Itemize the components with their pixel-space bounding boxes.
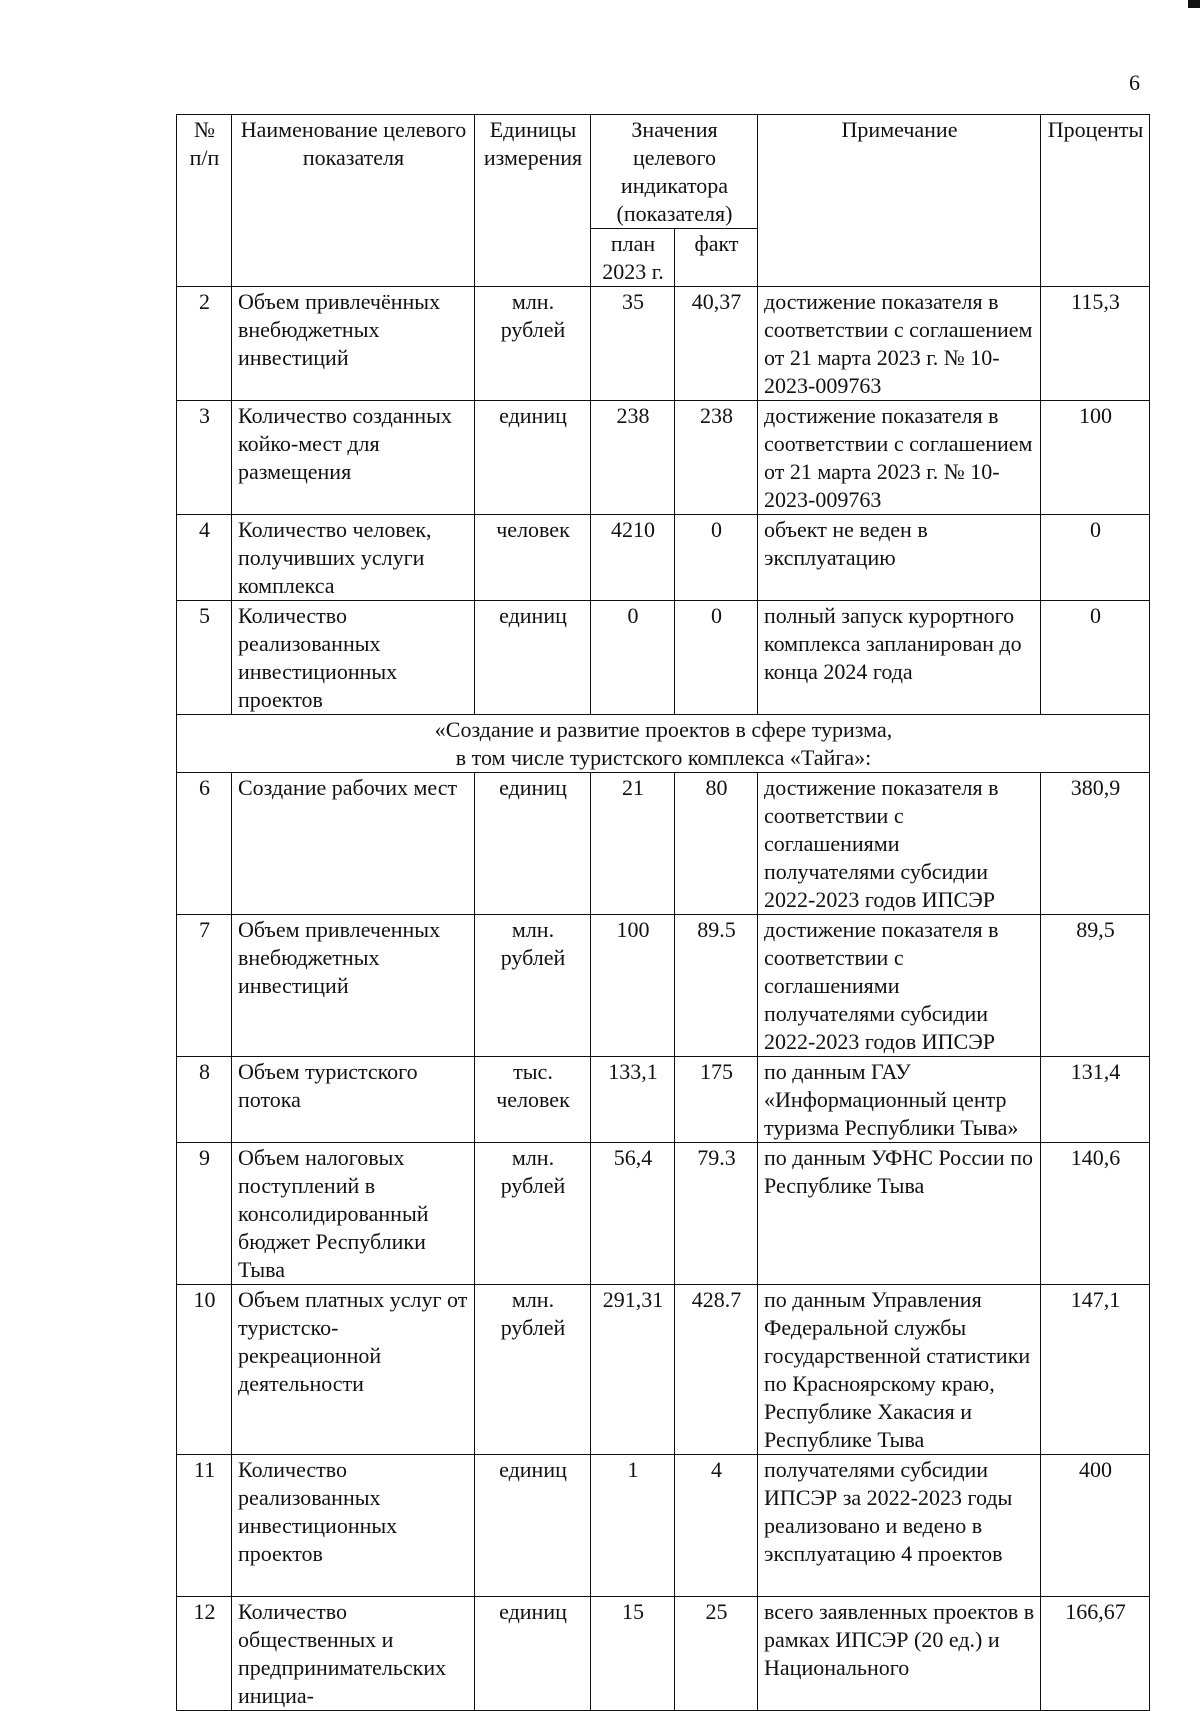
cell-unit: человек [475, 515, 591, 601]
cell-name: Количество человек, получивших услуги комплекса [232, 515, 475, 601]
indicators-table [176, 114, 1150, 1711]
cell-fact: 0 [675, 601, 758, 715]
cell-num: 12 [177, 1597, 232, 1711]
cell-num: 11 [177, 1455, 232, 1597]
table-row [177, 1143, 1150, 1285]
cell-note: достижение показателя в соответствии с соглашениями получателями субсидии 2022-2023 годов ИПСЭР [758, 915, 1041, 1057]
section-title-line-2: в том числе туристского комплекса «Тайга»: [455, 745, 872, 770]
cell-percent: 380,9 [1041, 773, 1150, 915]
cell-fact: 175 [675, 1057, 758, 1143]
table-row [177, 1597, 1150, 1711]
cell-num: 10 [177, 1285, 232, 1455]
cell-name: Объем привлеченных внебюджетных инвестиций [232, 915, 475, 1057]
cell-note: полный запуск курортного комплекса запланирован до конца 2024 года [758, 601, 1041, 715]
cell-plan: 238 [591, 401, 675, 515]
cell-percent: 89,5 [1041, 915, 1150, 1057]
cell-plan: 4210 [591, 515, 675, 601]
table-body-a [177, 287, 1150, 715]
cell-note: по данным ГАУ «Информационный центр туризма Республики Тыва» [758, 1057, 1041, 1143]
cell-fact: 428.7 [675, 1285, 758, 1455]
cell-name: Объем налоговых поступлений в консолидированный бюджет Республики Тыва [232, 1143, 475, 1285]
cell-fact: 40,37 [675, 287, 758, 401]
table-row [177, 773, 1150, 915]
header-percent: Проценты [1041, 115, 1150, 287]
cell-unit: единиц [475, 1597, 591, 1711]
section-row [177, 715, 1150, 773]
table-body-b [177, 773, 1150, 1711]
header-fact: факт [675, 229, 758, 287]
table-row [177, 1285, 1150, 1455]
cell-name: Количество созданных койко-мест для размещения [232, 401, 475, 515]
cell-percent: 0 [1041, 601, 1150, 715]
cell-fact: 79.3 [675, 1143, 758, 1285]
table-row [177, 601, 1150, 715]
cell-percent: 400 [1041, 1455, 1150, 1597]
cell-fact: 80 [675, 773, 758, 915]
cell-plan: 133,1 [591, 1057, 675, 1143]
cell-unit: млн. рублей [475, 1285, 591, 1455]
cell-note: достижение показателя в соответствии с соглашением от 21 марта 2023 г. № 10-2023-009763 [758, 287, 1041, 401]
cell-unit: млн. рублей [475, 287, 591, 401]
header-values: Значения целевого индикатора (показателя) [591, 115, 758, 229]
table-row [177, 287, 1150, 401]
cell-plan: 1 [591, 1455, 675, 1597]
cell-plan: 100 [591, 915, 675, 1057]
cell-unit: млн. рублей [475, 915, 591, 1057]
cell-percent: 0 [1041, 515, 1150, 601]
cell-plan: 21 [591, 773, 675, 915]
cell-fact: 238 [675, 401, 758, 515]
cell-note: по данным Управления Федеральной службы государственной статистики по Красноярскому краю, Республике Хакасия и Республике Тыва [758, 1285, 1041, 1455]
cell-plan: 56,4 [591, 1143, 675, 1285]
cell-percent: 115,3 [1041, 287, 1150, 401]
cell-unit: единиц [475, 1455, 591, 1597]
table-row [177, 401, 1150, 515]
cell-num: 9 [177, 1143, 232, 1285]
cell-plan: 291,31 [591, 1285, 675, 1455]
header-plan: план 2023 г. [591, 229, 675, 287]
cell-num: 2 [177, 287, 232, 401]
cell-num: 4 [177, 515, 232, 601]
cell-note: достижение показателя в соответствии с соглашениями получателями субсидии 2022-2023 годов ИПСЭР [758, 773, 1041, 915]
cell-percent: 100 [1041, 401, 1150, 515]
cell-num: 3 [177, 401, 232, 515]
table-row [177, 1455, 1150, 1597]
cell-note: объект не веден в эксплуатацию [758, 515, 1041, 601]
cell-name: Количество реализованных инвестиционных проектов [232, 601, 475, 715]
cell-num: 6 [177, 773, 232, 915]
header-note: Примечание [758, 115, 1041, 287]
cell-note: всего заявленных проектов в рамках ИПСЭР (20 ед.) и Национального [758, 1597, 1041, 1711]
section-title [177, 715, 1150, 773]
cell-percent: 140,6 [1041, 1143, 1150, 1285]
cell-percent: 147,1 [1041, 1285, 1150, 1455]
cell-fact: 25 [675, 1597, 758, 1711]
cell-unit: единиц [475, 601, 591, 715]
cell-fact: 0 [675, 515, 758, 601]
cell-plan: 35 [591, 287, 675, 401]
page-number: 6 [1129, 70, 1140, 95]
cell-unit: млн. рублей [475, 1143, 591, 1285]
cell-fact: 4 [675, 1455, 758, 1597]
cell-name: Количество общественных и предпринимательских инициа- [232, 1597, 475, 1711]
section-title-line-1: «Создание и развитие проектов в сфере туризма, [434, 717, 893, 742]
header-name: Наименование целевого показателя [232, 115, 475, 287]
table-row [177, 915, 1150, 1057]
cell-percent: 166,67 [1041, 1597, 1150, 1711]
cell-note: получателями субсидии ИПСЭР за 2022-2023 годы реализовано и ведено в эксплуатацию 4 проектов [758, 1455, 1041, 1597]
cell-note: по данным УФНС России по Республике Тыва [758, 1143, 1041, 1285]
cell-note: достижение показателя в соответствии с соглашением от 21 марта 2023 г. № 10-2023-009763 [758, 401, 1041, 515]
header-num: № п/п [177, 115, 232, 287]
cell-num: 7 [177, 915, 232, 1057]
cell-name: Объем платных услуг от туристско-рекреационной деятельности [232, 1285, 475, 1455]
cell-name: Создание рабочих мест [232, 773, 475, 915]
scan-edge-mark [1188, 0, 1200, 8]
cell-num: 8 [177, 1057, 232, 1143]
cell-name: Объем привлечённых внебюджетных инвестиций [232, 287, 475, 401]
cell-fact: 89.5 [675, 915, 758, 1057]
cell-percent: 131,4 [1041, 1057, 1150, 1143]
cell-unit: единиц [475, 773, 591, 915]
cell-name: Количество реализованных инвестиционных проектов [232, 1455, 475, 1597]
table-row [177, 515, 1150, 601]
cell-name: Объем туристского потока [232, 1057, 475, 1143]
cell-unit: тыс. человек [475, 1057, 591, 1143]
cell-num: 5 [177, 601, 232, 715]
header-unit: Единицы измерения [475, 115, 591, 287]
cell-plan: 0 [591, 601, 675, 715]
cell-plan: 15 [591, 1597, 675, 1711]
table-row [177, 1057, 1150, 1143]
cell-unit: единиц [475, 401, 591, 515]
